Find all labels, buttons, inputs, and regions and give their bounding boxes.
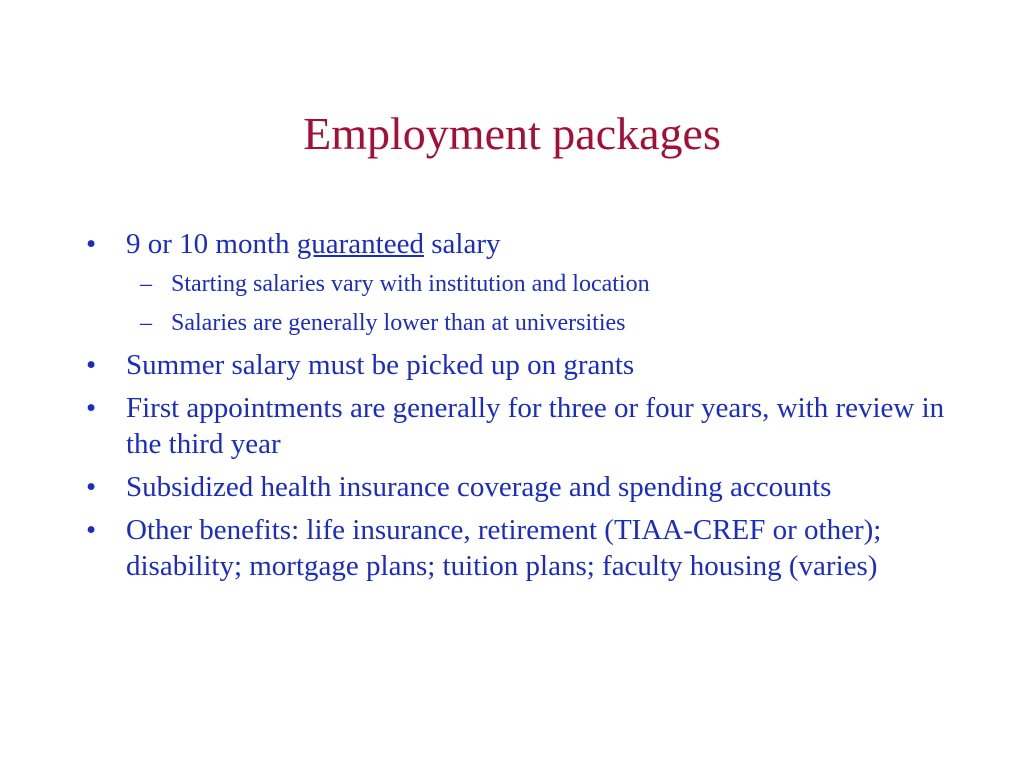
bullet-item-first-appointments: [86, 390, 946, 462]
bullet-list: [86, 226, 946, 591]
sub-bullet-text: Starting salaries vary with institution and location: [171, 271, 650, 297]
bullet-icon: •: [86, 392, 97, 424]
sub-bullet-list: [86, 269, 946, 338]
bullet-item-other-benefits: [86, 512, 946, 584]
sub-bullet-item-lower-salaries: [86, 308, 946, 338]
bullet-item-summer-salary: [86, 347, 946, 383]
dash-icon: –: [140, 271, 152, 297]
bullet-item-health-insurance: [86, 469, 946, 505]
bullet-icon: •: [86, 514, 97, 546]
bullet-text-underlined: guaranteed: [296, 228, 424, 260]
bullet-item-salary: [86, 226, 946, 262]
bullet-text-before: 9 or 10 month: [126, 228, 297, 260]
bullet-icon: •: [86, 471, 97, 503]
bullet-text-after: salary: [423, 228, 501, 260]
bullet-text: Subsidized health insurance coverage and spending accounts: [126, 471, 832, 503]
dash-icon: –: [140, 310, 152, 336]
bullet-text: Other benefits: life insurance, retirement (TIAA-CREF or other); disability; mortgage plans; tuition plans; faculty housing (varies): [126, 514, 882, 582]
bullet-text: First appointments are generally for three or four years, with review in the third year: [126, 392, 945, 460]
slide-title: Employment packages: [303, 108, 721, 159]
sub-bullet-text: Salaries are generally lower than at universities: [171, 310, 626, 336]
sub-bullet-item-starting-salaries: [86, 269, 946, 299]
bullet-icon: •: [86, 228, 97, 260]
bullet-icon: •: [86, 349, 97, 381]
bullet-text: Summer salary must be picked up on grants: [126, 349, 635, 381]
